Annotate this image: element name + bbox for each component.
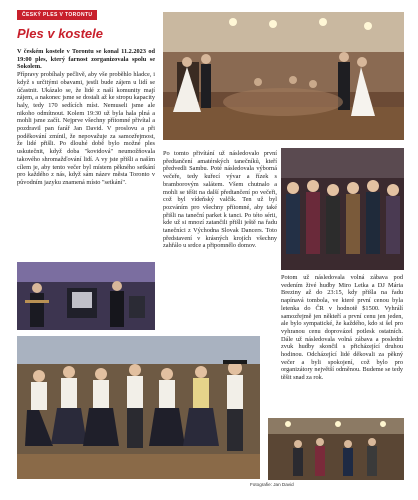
photo-credit: Fotografie: Jan David [250, 482, 294, 487]
photo-group-portrait [281, 148, 404, 270]
article-column-2 [163, 150, 277, 250]
article-body-2: Po tomto přivítání už následovalo první předtančení amatérských tanečníků, kteří předvedli Sambu. Poté následovala výborná večeře, tedy kuřecí vývar a řízek s bramborovým salátem. Všem chutnalo a mohli se těšit na další předtančení po večeři, což byl vídeňský valčík. Ten už byl pozváním pro všechny přítomné, aby také přišli na taneční parket k tanci. Po této sérii, kde už si mnozí zatančili přišli ještě na řadu tanečníci z Východna Slovak Dancers. Toto představení v krásných krojích všechny zahřálo u srdce a připomnělo domov. [163, 150, 277, 250]
article-lead: V českém kostele v Torontu se konal 11.2.2023 od 19:00 ples, který farnost zorganizovala spolu se Sokolem. [17, 48, 155, 71]
article-column-1 [17, 48, 155, 187]
article-headline: Ples v kostele [17, 26, 103, 41]
section-tag: ČESKÝ PLES V TORONTU [17, 10, 97, 20]
article-body-1: Přípravy probíhaly pečlivě, aby vše proběhlo hladce, i když s určitými obavami, jestli bude zájem u lidí se účastnit. Ukázalo se, že lidé z naší komunity mají zájem, a nakonec jsme se dostali až ke stropu kapacity haly, tedy 170 sedících míst. Nemuseli jsme ale nikoho odmítnout. Kolem 19:30 už byla hala plná a mohli jsme začít. Nejprve všechny přítomné přivítal a pozdravil pan farář Jan David. V proslovu a při poděkování zmínil, že nepovažuje za samozřejmost, že lidé přišli. Po dlouhé době bylo možné ples uskutečnit, když doba "kovidová" neumožňovala takového shromažďování lidí. A vy jste přišli a naším cílem je, aby tento večer byl místem pěkného setkání pro každého z nás, když sám název města Toronto v původním jazyku znamená místo "setkání". [17, 71, 155, 186]
photo-folk-dancers [17, 336, 260, 479]
photo-live-band [17, 262, 155, 330]
photo-dancing-couples [163, 12, 404, 140]
article-column-3 [281, 274, 403, 382]
article-body-3: Potom už následovala volná zábava pod vedením živé hudby Miro Letka a DJ Mária Breziny až do 23:15, kdy přišla na řadu napínavá tombola, ve které první cenou byla letenka do ČR v hodnotě $1500. Vyhrálí samozřejmě jen někteří a první cenu jen jeden, ale bylo sympatické, že každého, kdo si šel pro vyhranou cenu doprovázel potlesk ostatních. Dále už následovala volná zábava a poslední zvuk hudby skončil s přicházející druhou hodinou. Odcházející lidé děkovali za pěkný večer a byli spokojení, což bylo pro organizátory největší odměnou. Budeme se tedy těšit snad za rok. [281, 274, 403, 382]
photo-dance-floor [268, 418, 404, 480]
